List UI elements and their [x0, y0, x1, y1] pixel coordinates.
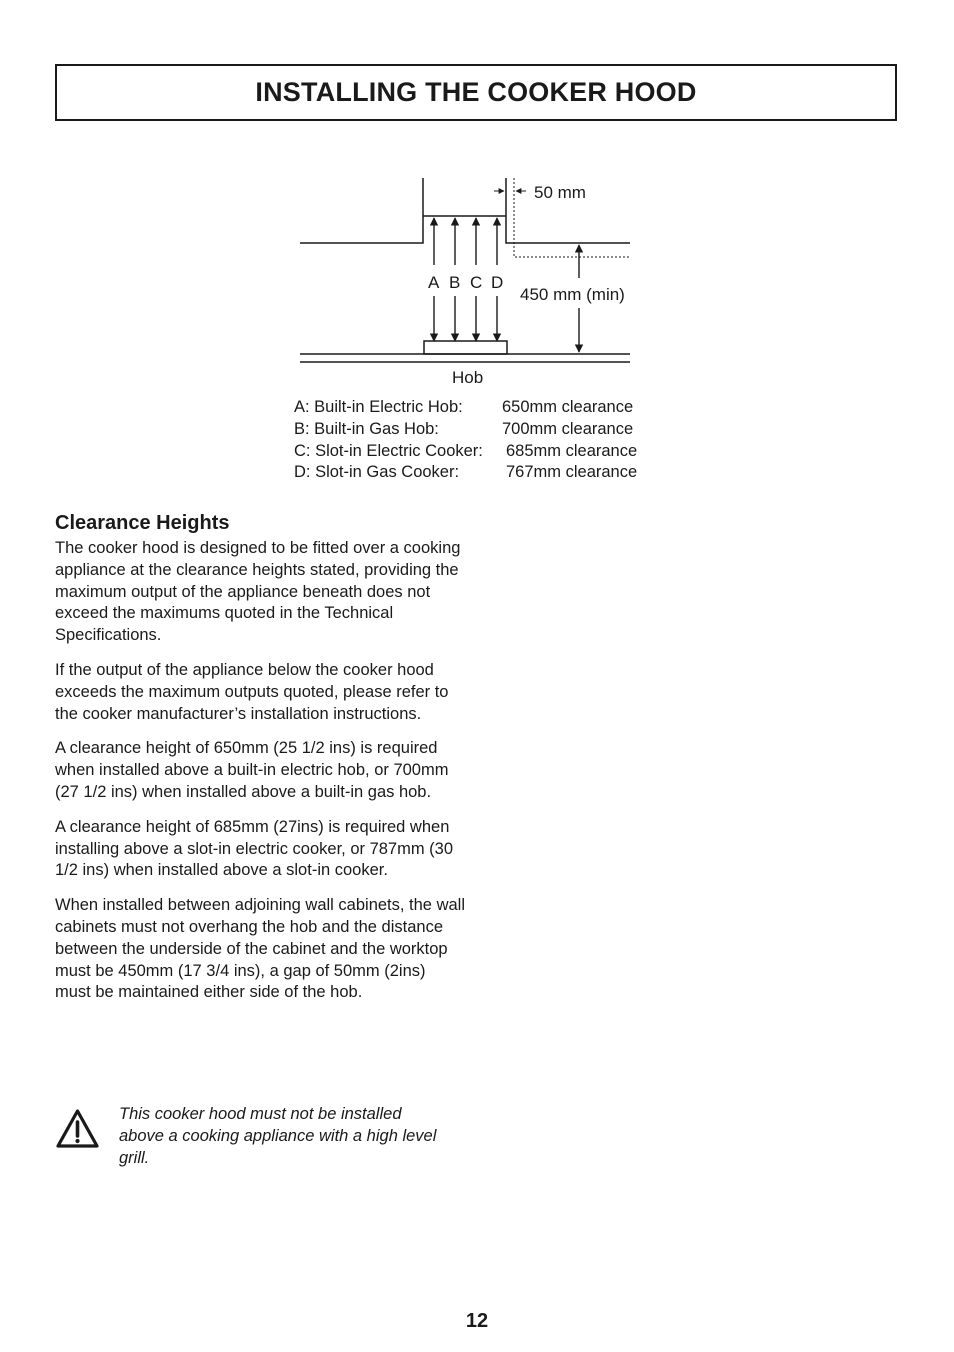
paragraph: If the output of the appliance below the cooker hood exceeds the maximum outputs quoted, please refer to the cooker manufacturer’s installation instructions.	[55, 660, 449, 723]
clearance-legend	[294, 397, 637, 484]
left-wall-cabinet-outline	[300, 178, 423, 243]
legend-label: D: Slot-in Gas Cooker:	[294, 463, 460, 482]
legend-item-b	[294, 419, 637, 441]
label-b: B	[449, 273, 461, 292]
legend-item-a	[294, 397, 637, 419]
legend-item-c	[294, 441, 637, 463]
warning-triangle-icon	[55, 1108, 100, 1150]
legend-value: 700mm clearance	[502, 419, 634, 438]
paragraph: When installed between adjoining wall cabinets, the wall cabinets must not overhang the hob and the distance between the underside of the cabinet and the worktop must be 450mm (17 3/4 ins), a gap of 50mm (2ins) must be maintained either side of the hob.	[55, 896, 465, 1002]
label-d: D	[491, 273, 504, 292]
height-label: 450 mm (min)	[520, 285, 625, 304]
label-c: C	[470, 273, 483, 292]
legend-value: 767mm clearance	[506, 463, 638, 482]
legend-label: A: Built-in Electric Hob:	[294, 398, 463, 416]
clearance-arrows	[434, 218, 497, 341]
section-heading: Clearance Heights	[55, 512, 230, 534]
legend-value: 685mm clearance	[506, 441, 638, 460]
legend-label: B: Built-in Gas Hob:	[294, 419, 439, 438]
page-number: 12	[465, 1310, 489, 1332]
clearance-heights-section	[55, 512, 465, 1017]
paragraph: A clearance height of 685mm (27ins) is required when installing above a slot-in electric cooker, or 787mm (30 1/2 ins) when installed above a slot-in cooker.	[55, 817, 454, 880]
hob-label: Hob	[452, 368, 484, 387]
cooker-hood-outline	[423, 178, 630, 243]
legend-item-d	[294, 462, 637, 484]
hob-outline	[424, 341, 507, 354]
paragraph: A clearance height of 650mm (25 1/2 ins) is required when installed above a built-in electric hob, or 700mm (27 1/2 ins) when installed above a built-in gas hob.	[55, 739, 449, 801]
clearance-diagram	[290, 170, 650, 395]
worktop-outline	[300, 354, 630, 362]
page-title: INSTALLING THE COOKER HOOD	[255, 77, 697, 107]
label-a: A	[428, 273, 440, 292]
gap-label: 50 mm	[534, 183, 586, 202]
legend-label: C: Slot-in Electric Cooker:	[294, 441, 483, 460]
warning-text: This cooker hood must not be installed above a cooking appliance with a high level grill.	[119, 1105, 437, 1167]
page-title-box	[55, 64, 897, 121]
paragraph: The cooker hood is designed to be fitted over a cooking appliance at the clearance heights stated, providing the maximum output of the appliance beneath does not exceed the maximums quoted in the Technical Specifications.	[55, 539, 461, 645]
legend-value: 650mm clearance	[502, 398, 634, 416]
